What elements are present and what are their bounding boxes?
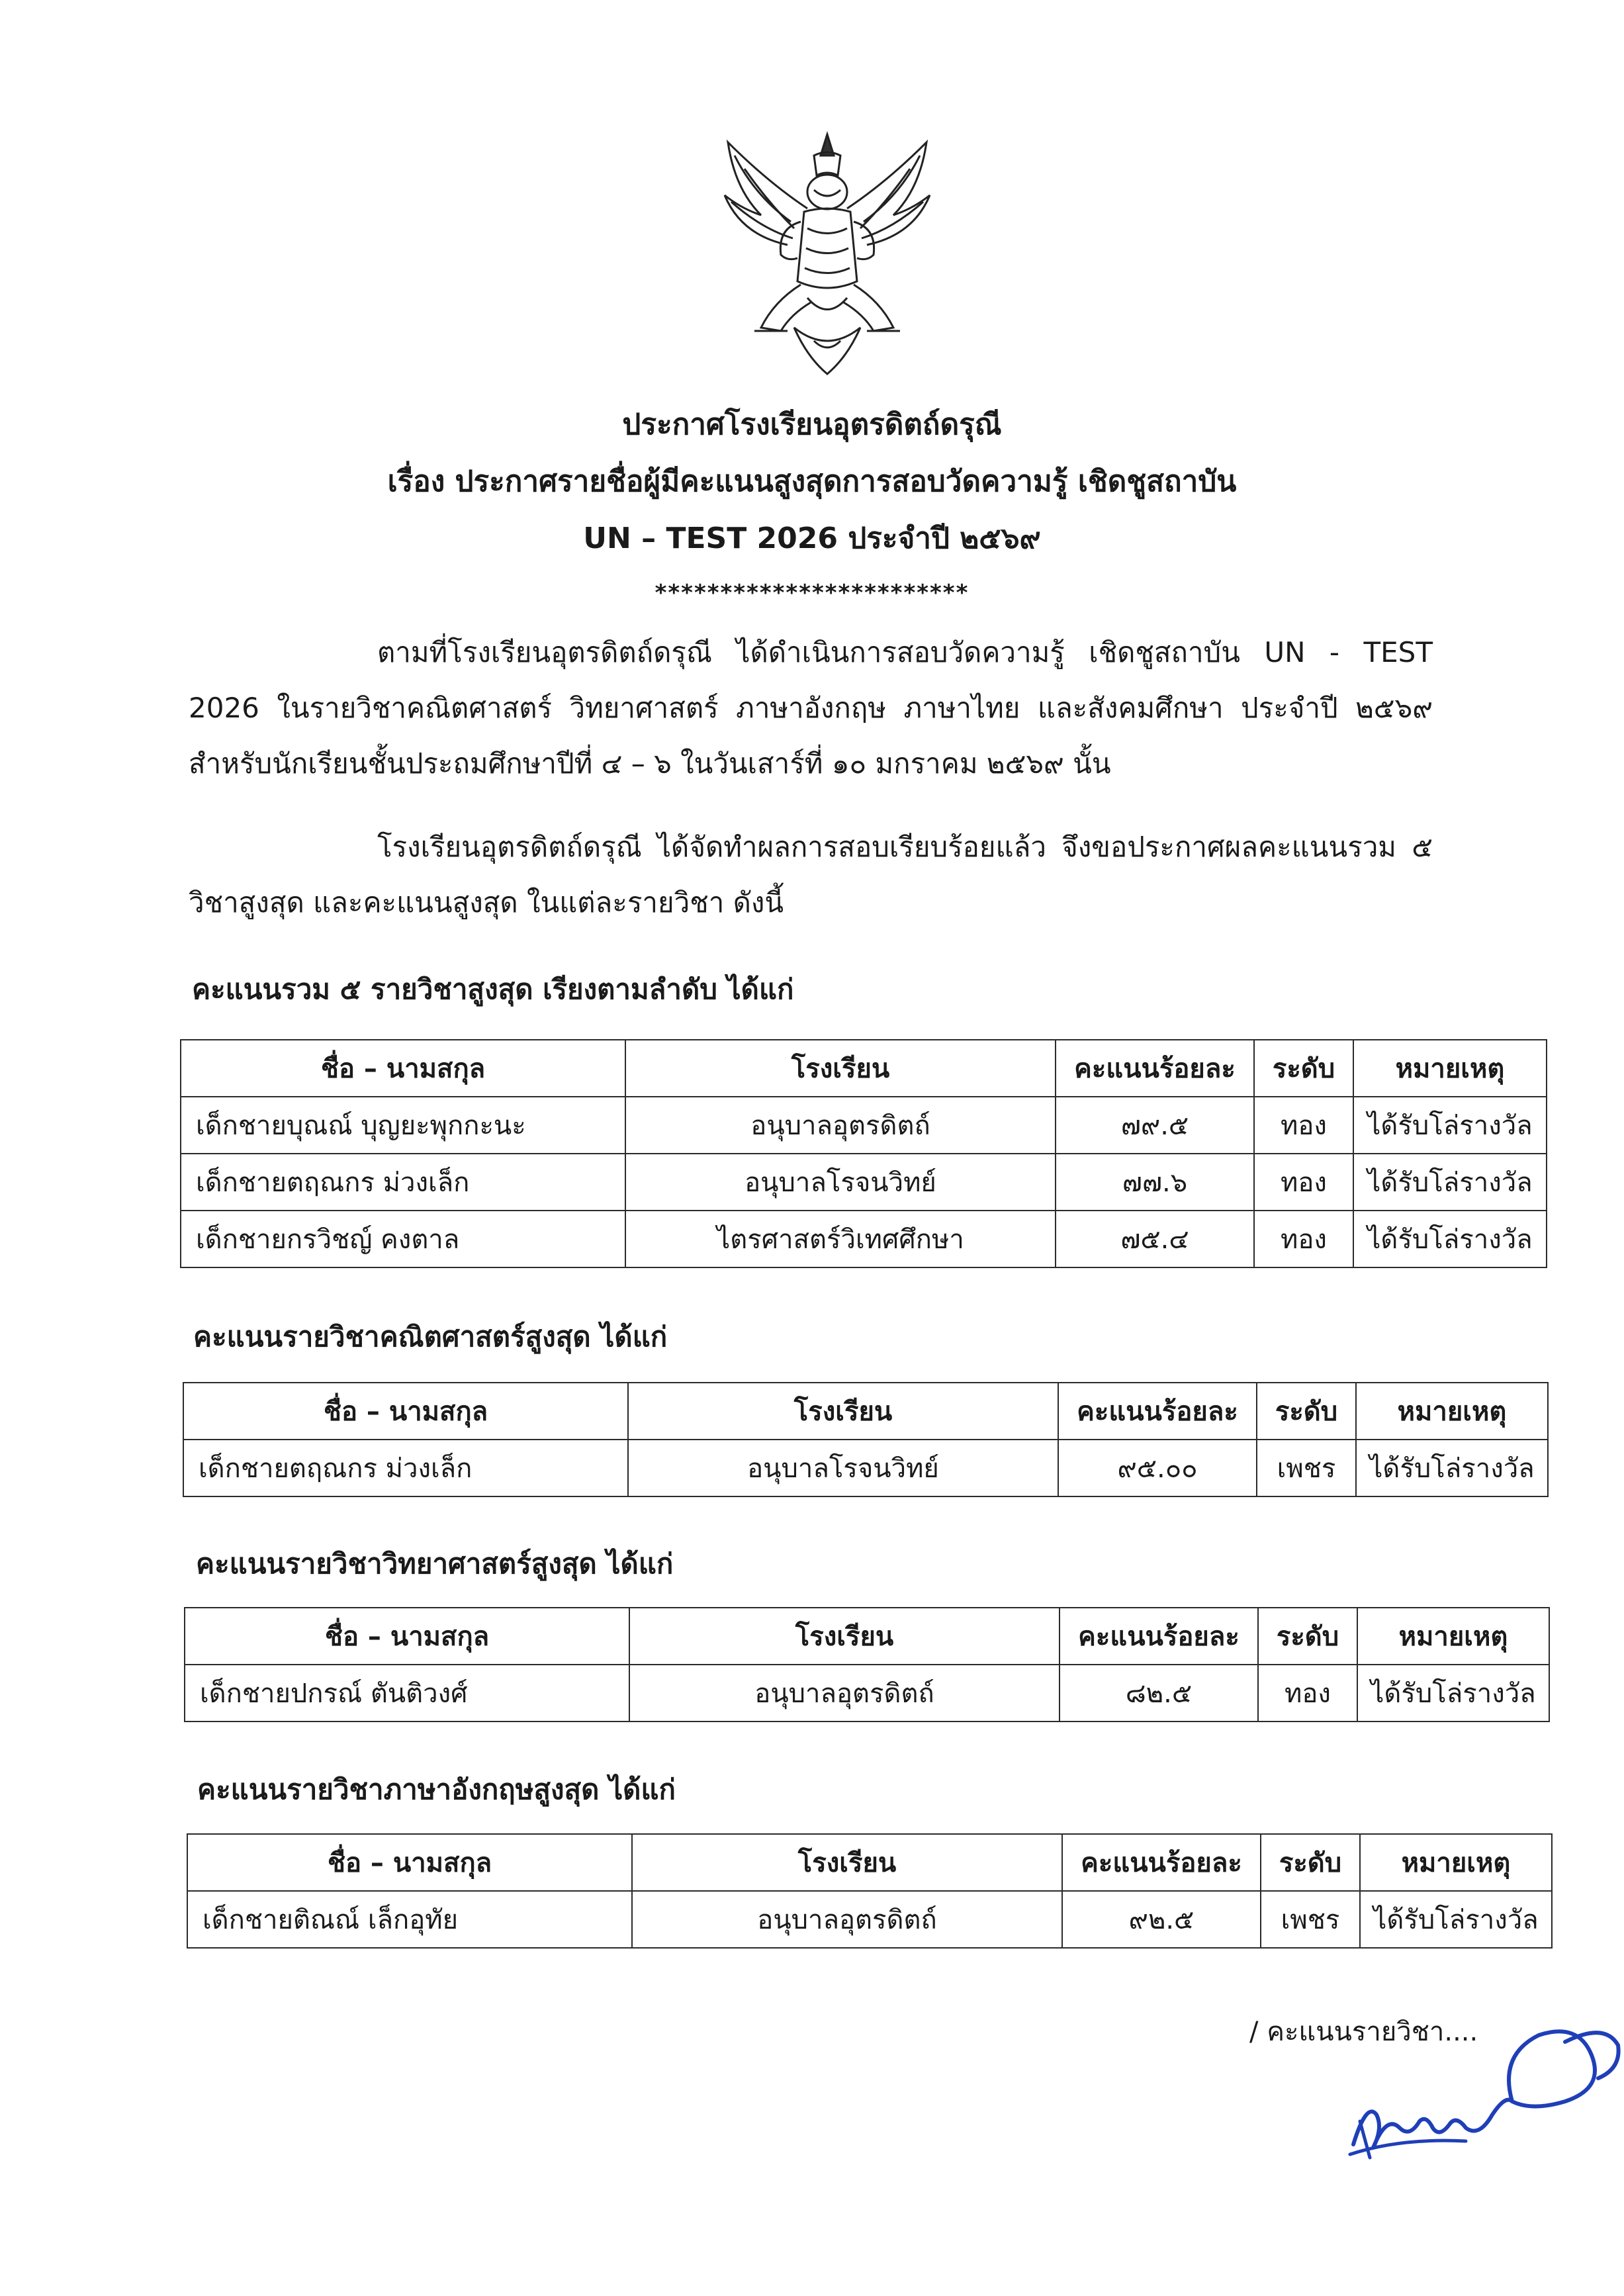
school-name: อนุบาลโรจนวิทย์ <box>625 1154 1056 1211</box>
score-value: ๙๒.๕ <box>1062 1891 1261 1948</box>
star-divider: ************************ <box>654 580 970 606</box>
table-header-row <box>183 1383 1548 1440</box>
table-row <box>185 1665 1549 1722</box>
col-level-header: ระดับ <box>1257 1383 1356 1440</box>
score-value: ๗๙.๕ <box>1056 1097 1254 1154</box>
student-name: เด็กชายตฤณกร ม่วงเล็ก <box>181 1154 625 1211</box>
table-row <box>181 1097 1547 1154</box>
col-school-header: โรงเรียน <box>629 1608 1060 1665</box>
col-note-header: หมายเหตุ <box>1353 1040 1547 1097</box>
school-name: อนุบาลอุตรดิตถ์ <box>632 1891 1062 1948</box>
student-name: เด็กชายตฤณกร ม่วงเล็ก <box>183 1440 628 1496</box>
table-header-row <box>181 1040 1547 1097</box>
score-value: ๗๕.๔ <box>1056 1211 1254 1267</box>
table-header-row <box>185 1608 1549 1665</box>
col-school-header: โรงเรียน <box>628 1383 1058 1440</box>
col-note-header: หมายเหตุ <box>1356 1383 1548 1440</box>
section-heading-total: คะแนนรวม ๕ รายวิชาสูงสุด เรียงตามลำดับ ได้แก่ <box>192 973 794 1005</box>
student-name: เด็กชายติณณ์ เล็กอุทัย <box>187 1891 632 1948</box>
col-school-header: โรงเรียน <box>632 1834 1062 1891</box>
level-value: ทอง <box>1258 1665 1357 1722</box>
col-school-header: โรงเรียน <box>625 1040 1056 1097</box>
score-value: ๘๒.๕ <box>1060 1665 1258 1722</box>
student-name: เด็กชายกรวิชญ์ คงตาล <box>181 1211 625 1267</box>
results-table-science <box>184 1607 1550 1722</box>
announcement-subject: เรื่อง ประกาศรายชื่อผู้มีคะแนนสูงสุดการสอบวัดความรู้ เชิดชูสถาบัน <box>387 465 1237 498</box>
col-level-header: ระดับ <box>1261 1834 1360 1891</box>
table-row <box>187 1891 1552 1948</box>
col-score-header: คะแนนร้อยละ <box>1062 1834 1261 1891</box>
level-value: ทอง <box>1254 1154 1353 1211</box>
announcement-title: ประกาศโรงเรียนอุตรดิตถ์ดรุณี <box>622 408 1002 441</box>
school-name: อนุบาลอุตรดิตถ์ <box>629 1665 1060 1722</box>
col-name-header: ชื่อ – นามสกุล <box>183 1383 628 1440</box>
note-value: ได้รับโล่รางวัล <box>1353 1211 1547 1267</box>
garuda-emblem-icon <box>715 129 940 377</box>
note-value: ได้รับโล่รางวัล <box>1360 1891 1552 1948</box>
table-header-row <box>187 1834 1552 1891</box>
school-name: อนุบาลอุตรดิตถ์ <box>625 1097 1056 1154</box>
paragraph-intro <box>189 625 1433 792</box>
paragraph-result <box>189 819 1433 931</box>
student-name: เด็กชายบุณณ์ บุญยะพุกกะนะ <box>181 1097 625 1154</box>
table-row <box>183 1440 1548 1496</box>
col-note-header: หมายเหตุ <box>1360 1834 1552 1891</box>
col-score-header: คะแนนร้อยละ <box>1058 1383 1257 1440</box>
results-table-english <box>187 1833 1553 1949</box>
announcement-test-year: UN – TEST 2026 ประจำปี ๒๕๖๙ <box>583 522 1041 555</box>
score-value: ๗๗.๖ <box>1056 1154 1254 1211</box>
col-name-header: ชื่อ – นามสกุล <box>187 1834 632 1891</box>
table-row <box>181 1154 1547 1211</box>
results-table-math <box>183 1382 1549 1497</box>
col-name-header: ชื่อ – นามสกุล <box>185 1608 629 1665</box>
note-value: ได้รับโล่รางวัล <box>1353 1097 1547 1154</box>
note-value: ได้รับโล่รางวัล <box>1353 1154 1547 1211</box>
section-heading-english: คะแนนรายวิชาภาษาอังกฤษสูงสุด ได้แก่ <box>197 1773 676 1806</box>
continued-note: / คะแนนรายวิชา.... <box>1249 2017 1478 2047</box>
school-name: ไตรศาสตร์วิเทศศึกษา <box>625 1211 1056 1267</box>
level-value: เพชร <box>1257 1440 1356 1496</box>
col-level-header: ระดับ <box>1254 1040 1353 1097</box>
col-level-header: ระดับ <box>1258 1608 1357 1665</box>
level-value: เพชร <box>1261 1891 1360 1948</box>
col-note-header: หมายเหตุ <box>1357 1608 1549 1665</box>
student-name: เด็กชายปกรณ์ ตันติวงศ์ <box>185 1665 629 1722</box>
paragraph-result-text: โรงเรียนอุตรดิตถ์ดรุณี ได้จัดทำผลการสอบเรียบร้อยแล้ว จึงขอประกาศผลคะแนนรวม ๕ วิชาสูงสุด และคะแนนสูงสุด ในแต่ละรายวิชา ดังนี้ <box>189 831 1433 919</box>
school-name: อนุบาลโรจนวิทย์ <box>628 1440 1058 1496</box>
results-table-total <box>180 1039 1547 1268</box>
col-name-header: ชื่อ – นามสกุล <box>181 1040 625 1097</box>
col-score-header: คะแนนร้อยละ <box>1060 1608 1258 1665</box>
col-score-header: คะแนนร้อยละ <box>1056 1040 1254 1097</box>
level-value: ทอง <box>1254 1211 1353 1267</box>
note-value: ได้รับโล่รางวัล <box>1356 1440 1548 1496</box>
section-heading-science: คะแนนรายวิชาวิทยาศาสตร์สูงสุด ได้แก่ <box>196 1547 674 1580</box>
table-row <box>181 1211 1547 1267</box>
paragraph-intro-text: ตามที่โรงเรียนอุตรดิตถ์ดรุณี ได้ดำเนินการสอบวัดความรู้ เชิดชูสถาบัน UN - TEST 2026 ในรายวิชาคณิตศาสตร์ วิทยาศาสตร์ ภาษาอังกฤษ ภาษาไทย และสังคมศึกษา ประจำปี ๒๕๖๙ สำหรับนักเรียนชั้นประถมศึกษาปีที่ ๔ – ๖ ในวันเสาร์ที่ ๑๐ มกราคม ๒๕๖๙ นั้น <box>189 636 1433 780</box>
level-value: ทอง <box>1254 1097 1353 1154</box>
section-heading-math: คะแนนรายวิชาคณิตศาสตร์สูงสุด ได้แก่ <box>193 1320 668 1353</box>
note-value: ได้รับโล่รางวัล <box>1357 1665 1549 1722</box>
score-value: ๙๕.๐๐ <box>1058 1440 1257 1496</box>
signature-icon <box>1347 2015 1621 2168</box>
